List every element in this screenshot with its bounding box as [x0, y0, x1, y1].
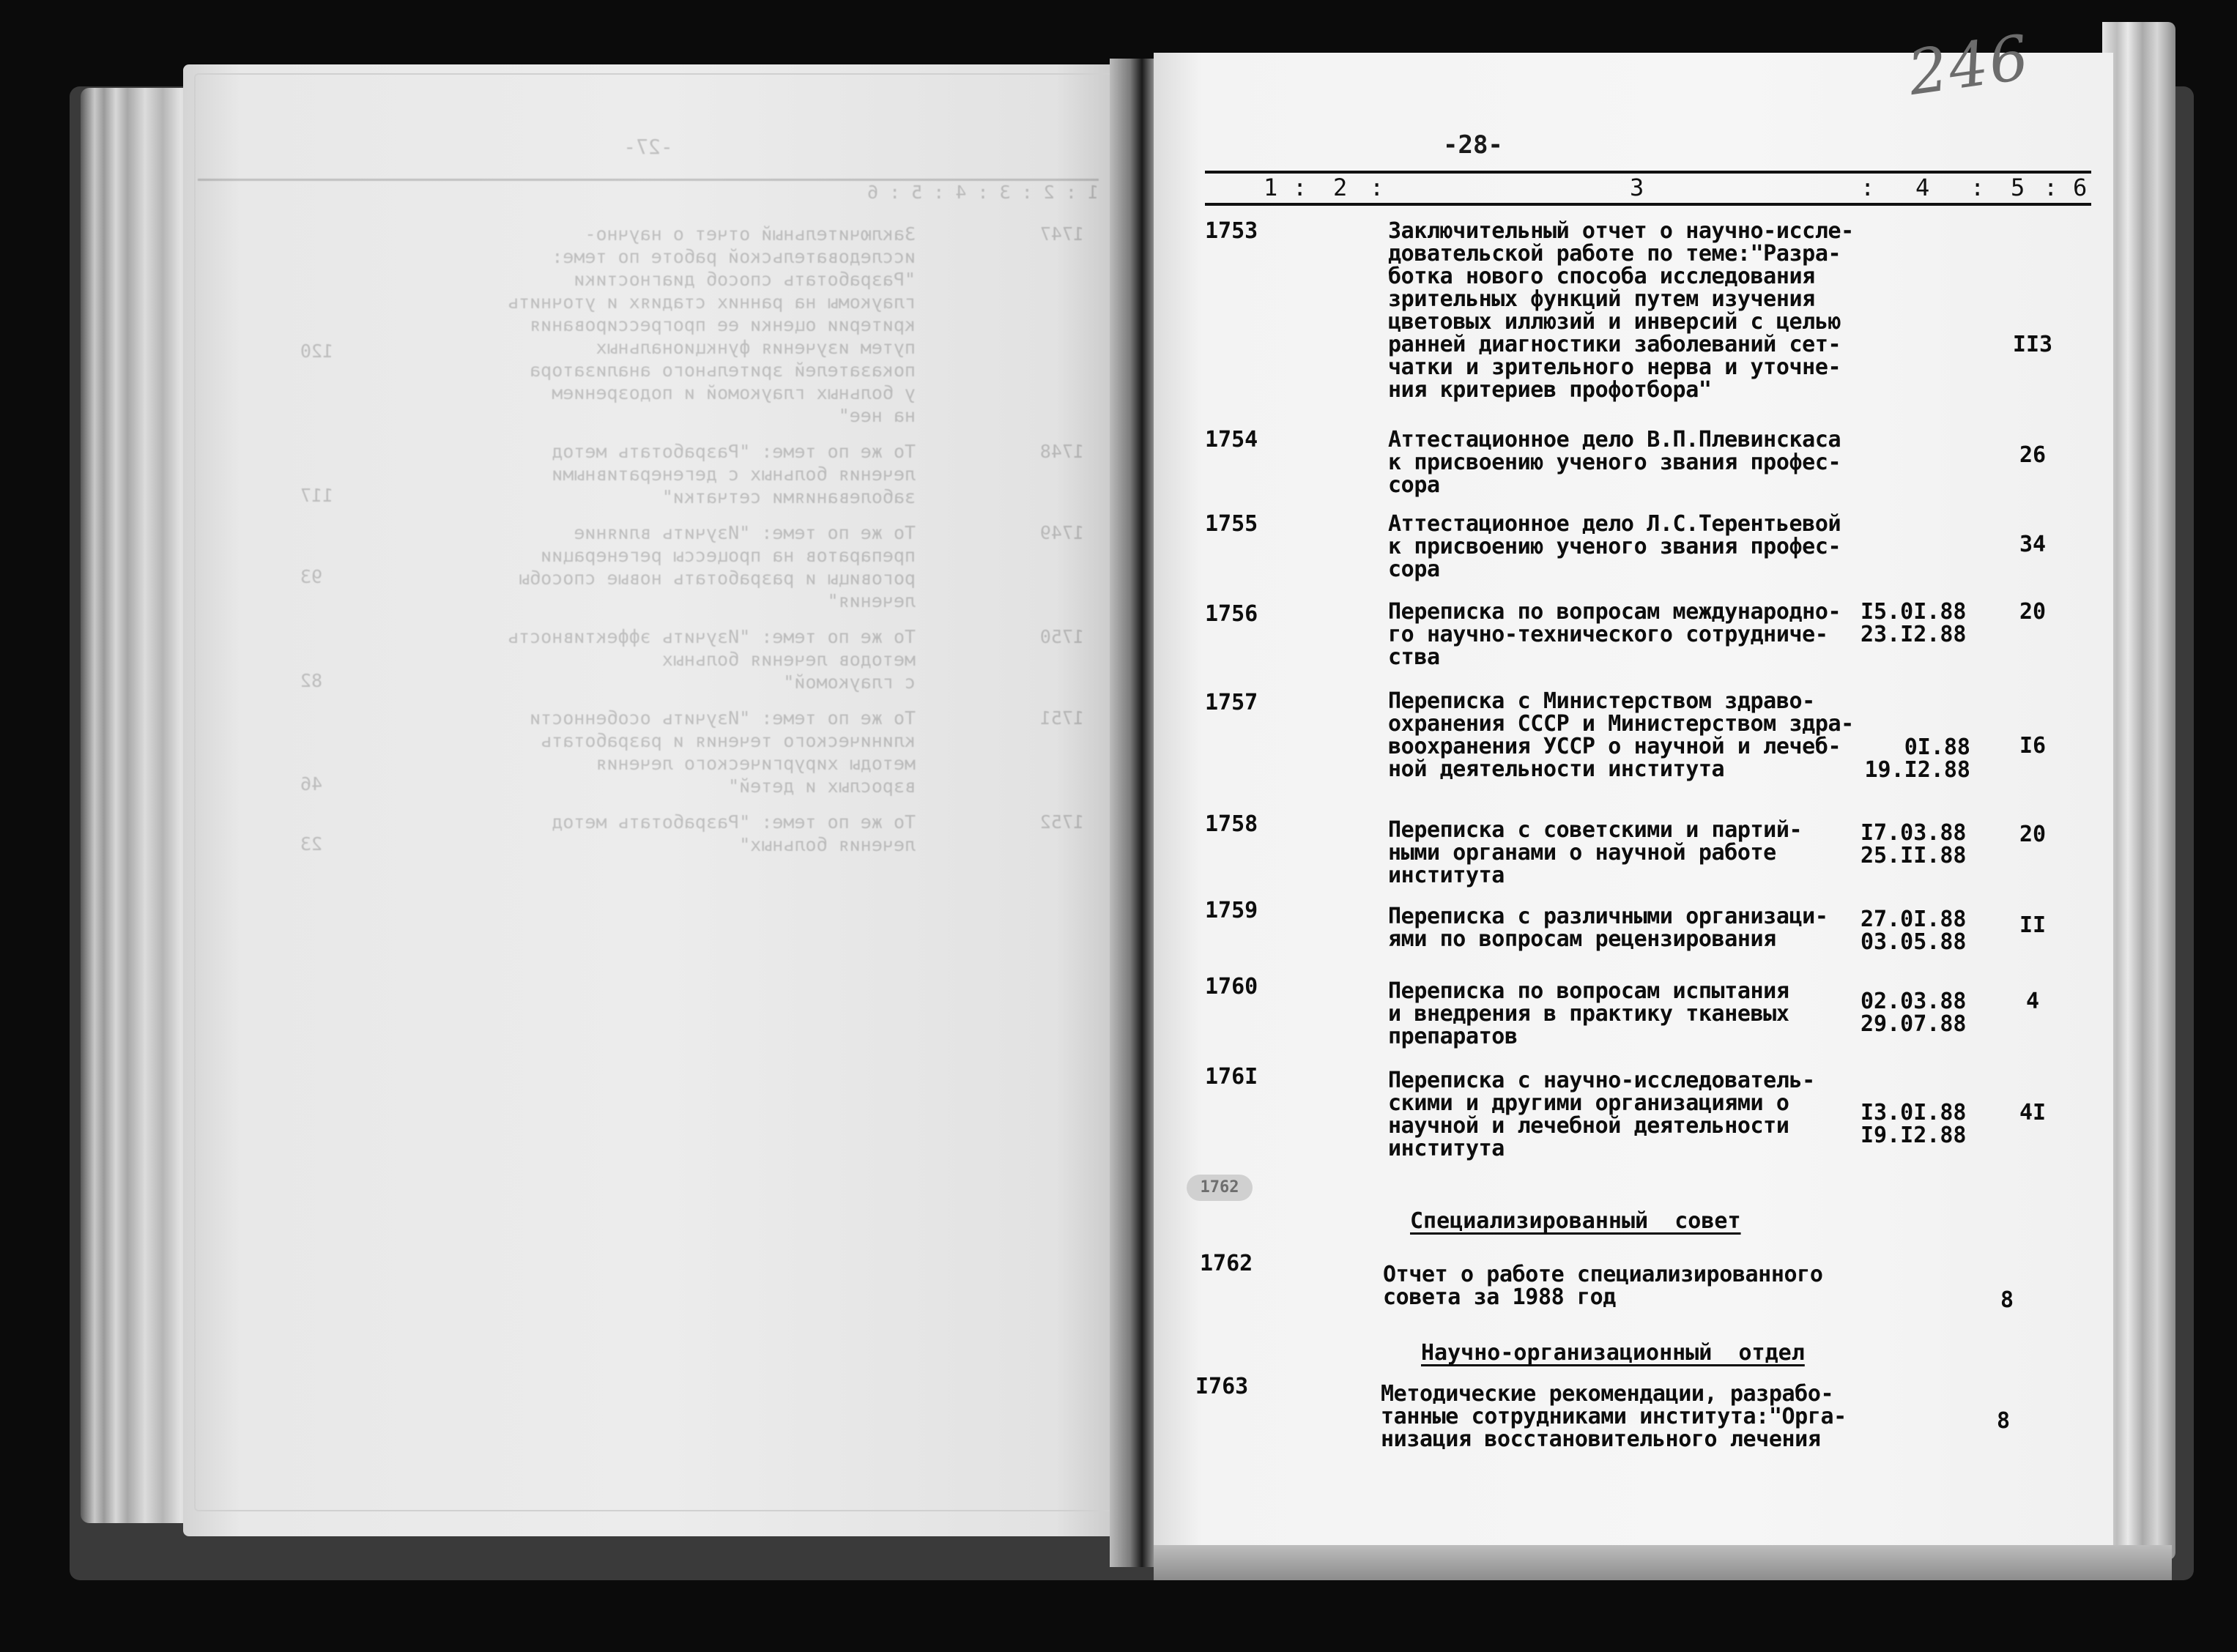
left-entry [198, 223, 1099, 427]
entry-text: Аттестационное дело Л.С.Терентьевой к присвоению ученого звания профес- сора [1388, 511, 1841, 582]
left-entry-sheets: 120 [300, 341, 334, 362]
entry-dates: 0I.88 19.I2.88 [1864, 734, 1970, 783]
left-entry-number: 1751 [1039, 707, 1084, 729]
sticker-label: 1762 [1187, 1175, 1253, 1201]
entry-text: Переписка с Министерством здраво- охранения СССР и Министерством здра- воохранения УССР о научной и лечеб- ной деятельности института [1388, 688, 1854, 782]
col-sep: : [1293, 174, 1307, 201]
column-header [1205, 171, 2091, 206]
left-page-edges [81, 88, 198, 1523]
left-entry [198, 707, 1099, 797]
left-entry [198, 440, 1099, 508]
col-6: 6 [2073, 174, 2088, 201]
left-entry-text: Заключительный отчет о научно- исследовательской работе по теме: "Разработать способ диагностики глаукомы на ранних стадиях и уточнить критерии оценки ее прогрессирования путем изучения функциональных показателей зрительного анализатора у больных глаукомой и подозрением на нее" [508, 223, 916, 426]
entry-dates: I5.0I.88 23.I2.88 [1861, 599, 1967, 647]
entry-text: Переписка по вопросам международно- го научно-технического сотрудниче- ства [1388, 599, 1841, 670]
col-5: 5 [2011, 174, 2025, 201]
entry-dates: I7.03.88 25.II.88 [1861, 820, 1967, 868]
entry-text: Переписка по вопросам испытания и внедрения в практику тканевых препаратов [1388, 978, 1789, 1049]
left-entry-number: 1748 [1039, 441, 1084, 462]
entry-sheets: 8 [1996, 1408, 2011, 1434]
left-column-header-text: 1 : 2 : 3 : 4 : 5 : 6 [867, 182, 1099, 203]
entry-text: Аттестационное дело В.П.Плевинскаса к присвоению ученого звания профес- сора [1388, 427, 1841, 498]
entry-number: 1756 [1205, 601, 1258, 627]
left-entry-sheets: 46 [300, 773, 323, 795]
left-entry-number: 1752 [1039, 811, 1084, 833]
entry-sheets: 4 [2025, 989, 2040, 1014]
left-page-show-through [198, 135, 1099, 1490]
handwritten-folio-number: 246 [1903, 21, 2035, 110]
left-entry-sheets: 117 [300, 485, 334, 506]
left-entry-sheets: 93 [300, 566, 323, 587]
entry-text: Заключительный отчет о научно-иссле- довательской работе по теме:"Разра- ботка нового способа исследования зрительных функций путем изучения цветовых иллюзий и инверсий с целью ранней диагностики заболеваний сет- чатки и зрительного нерва и уточне- ния критериев профотбора" [1388, 218, 1854, 403]
entry-text: Методические рекомендации, разрабо- танные сотрудниками института:"Орга- низация восстановительного лечения [1381, 1381, 1847, 1452]
entry-text: Переписка с научно-исследователь- скими и другими организациями о научной и лечебной деятельности института [1388, 1068, 1815, 1161]
entry-number: 1753 [1205, 218, 1258, 244]
col-3: 3 [1630, 174, 1644, 201]
entry-number: 1755 [1205, 511, 1258, 537]
left-column-header [198, 179, 1099, 204]
entry-text: Отчет о работе специализированного совета за 1988 год [1383, 1262, 1823, 1310]
entry-sheets: II3 [2012, 332, 2053, 357]
left-page-number: -27- [623, 135, 673, 159]
col-4: 4 [1915, 174, 1930, 201]
entry-dates: 27.0I.88 03.05.88 [1861, 907, 1967, 955]
entry-sheets: II [2019, 912, 2047, 938]
section-heading-specialized-council: Специализированный совет [1410, 1208, 1741, 1234]
entry-number: 1762 [1200, 1251, 1253, 1276]
entry-number: 1757 [1205, 690, 1258, 715]
section-heading-scientific-department: Научно-организационный отдел [1421, 1340, 1805, 1366]
col-1: 1 [1264, 174, 1278, 201]
entry-sheets: 26 [2019, 442, 2047, 468]
left-entry-sheets: 82 [300, 670, 323, 691]
left-entry-number: 1749 [1039, 522, 1084, 543]
left-entry-text: То же по теме: "Изучить эффективность методов лечения больных с глаукомой" [508, 626, 916, 693]
entry-sheets: 20 [2019, 822, 2047, 847]
entry-dates: I3.0I.88 I9.I2.88 [1861, 1100, 1967, 1148]
entry-sheets: I6 [2019, 733, 2047, 759]
entry-dates: 02.03.88 29.07.88 [1861, 989, 1967, 1037]
left-entry [198, 625, 1099, 693]
left-entry-text: То же по теме: "Изучить влияние препаратов на процессы регенерации роговицы и разработать новые способы лечения" [519, 522, 916, 611]
page-number: -28- [1443, 130, 1503, 160]
left-entry [198, 811, 1099, 856]
entry-number: 176I [1205, 1064, 1258, 1090]
entry-text: Переписка с различными организаци- ями по вопросам рецензирования [1388, 904, 1828, 952]
left-entry-text: То же по теме: "Изучить особенности клинического течения и разработать методы хирургического лечения взрослых и детей" [530, 707, 916, 797]
entry-sheets: 4I [2019, 1100, 2047, 1125]
entry-sheets: 8 [2000, 1287, 2014, 1313]
col-sep: : [1970, 174, 1985, 201]
entry-sheets: 34 [2019, 532, 2047, 557]
col-sep: : [1861, 174, 1875, 201]
left-entry-sheets: 23 [300, 833, 323, 855]
right-page-edges [2102, 22, 2175, 1560]
col-sep: : [2044, 174, 2058, 201]
entry-number: 1760 [1205, 974, 1258, 1000]
left-entry-number: 1750 [1039, 626, 1084, 647]
entry-sheets: 20 [2019, 599, 2047, 625]
entry-number: 1759 [1205, 898, 1258, 923]
left-entry-text: То же по теме: "Разработать метод лечения больных с дегенеративными заболеваниями сетчатки" [552, 441, 916, 507]
bottom-page-edge [1154, 1545, 2172, 1580]
entry-number: I763 [1195, 1374, 1249, 1399]
entry-number: 1754 [1205, 427, 1258, 453]
left-entry-text: То же по теме: "Разработать метод лечения больных" [552, 811, 916, 855]
col-2: 2 [1333, 174, 1348, 201]
entry-text: Переписка с советскими и партий- ными органами о научной работе института [1388, 817, 1803, 888]
entry-number: 1758 [1205, 811, 1258, 837]
col-sep: : [1370, 174, 1384, 201]
left-entry [198, 521, 1099, 612]
left-entry-number: 1747 [1039, 223, 1084, 245]
